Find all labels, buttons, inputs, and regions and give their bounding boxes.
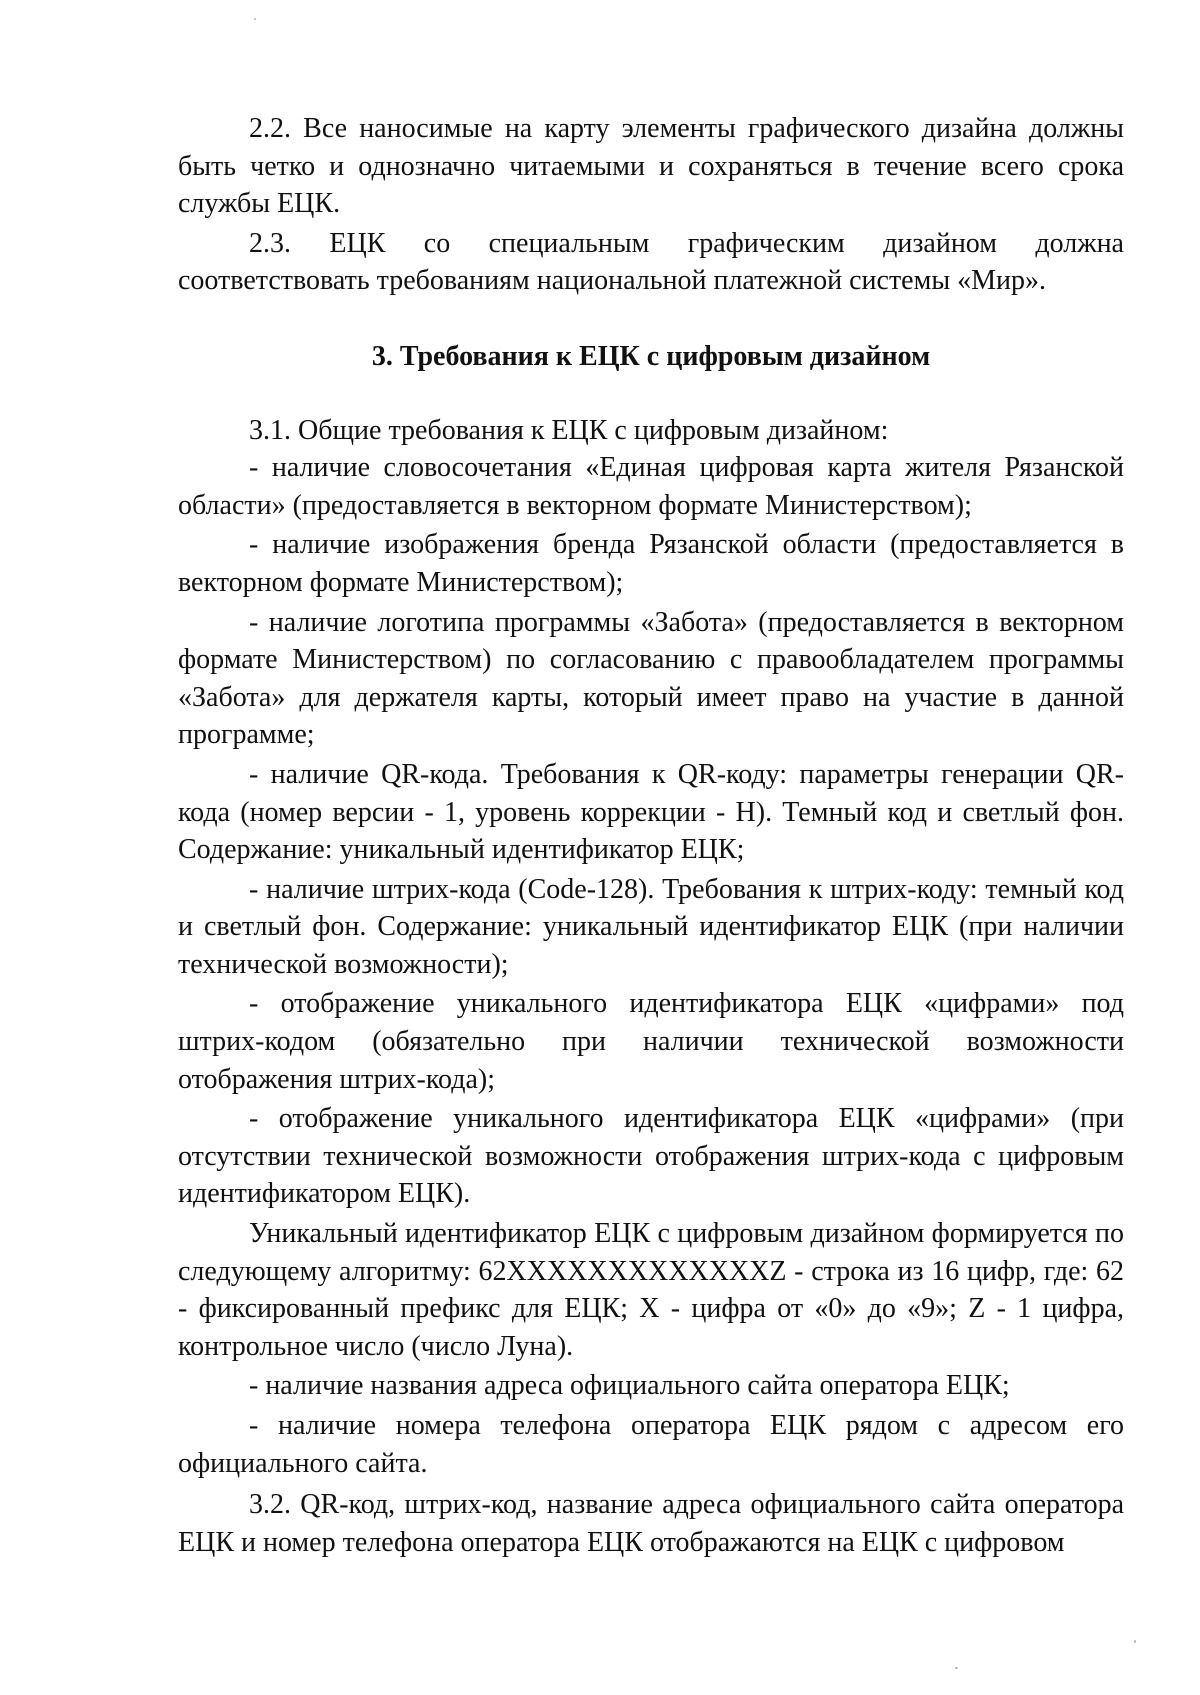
list-item-qr-code: - наличие QR-кода. Требования к QR-коду: параметры генерации QR-кода (номер версии - 1, уровень коррекции - H). Темный код и светлый фон. Содержание: уникальный идентификатор ЕЦК; [178,758,1124,866]
paragraph-3-2: 3.2. QR-код, штрих-код, название адреса официального сайта оператора ЕЦК и номер телефона оператора ЕЦК отображаются на ЕЦК с цифровом [178,1489,1124,1558]
document-page [178,110,1124,1561]
section-heading: 3. Требования к ЕЦК с цифровым дизайном [371,340,931,372]
paragraph-2-3: 2.3. ЕЦК со специальным графическим дизайном должна соответствовать требованиям национальной платежной системы «Мир». [178,227,1124,297]
list-item-barcode: - наличие штрих-кода (Code-128). Требования к штрих-коду: темный код и светлый фон. Содержание: уникальный идентификатор ЕЦК (при наличии технической возможности); [178,873,1124,980]
paragraph-id-algorithm: Уникальный идентификатор ЕЦК с цифровым дизайном формируется по следующему алгоритму: 62XXXXXXXXXXXXXZ - строка из 16 цифр, где: 62 - фиксированный префикс для ЕЦК; X - цифра от «0» до «9»; Z - 1 цифра, контрольное число (число Луна). [178,1218,1124,1362]
list-item-website: - наличие названия адреса официального сайта оператора ЕЦК; [249,1370,1010,1402]
list-item-id-under-barcode: - отображение уникального идентификатора ЕЦК «цифрами» под штрих-кодом (обязательно при наличии технической возможности отображения штрих-кода); [178,988,1124,1095]
scan-speck [955,1667,958,1669]
paragraph-3-1: 3.1. Общие требования к ЕЦК с цифровым дизайном: [249,414,889,446]
list-item-brand: - наличие изображения бренда Рязанской области (предоставляется в векторном формате Министерством); [178,529,1124,598]
scan-speck [254,18,256,20]
list-item-id-digits: - отображение уникального идентификатора ЕЦК «цифрами» (при отсутствии технической возможности отображения штрих-кода с цифровым идентификатором ЕЦК). [178,1103,1124,1210]
list-item-phrase: - наличие словосочетания «Единая цифровая карта жителя Рязанской области» (предоставляется в векторном формате Министерством); [178,452,1124,521]
list-item-phone: - наличие номера телефона оператора ЕЦК рядом с адресом его официального сайта. [178,1410,1124,1479]
scan-speck [1134,1640,1136,1643]
paragraph-2-2: 2.2. Все наносимые на карту элементы графического дизайна должны быть четко и однозначно читаемыми и сохраняться в течение всего срока службы ЕЦК. [178,113,1124,220]
list-item-logo: - наличие логотипа программы «Забота» (предоставляется в векторном формате Министерством) по согласованию с правообладателем программы «Забота» для держателя карты, который имеет право на участие в данной программе; [178,606,1124,751]
